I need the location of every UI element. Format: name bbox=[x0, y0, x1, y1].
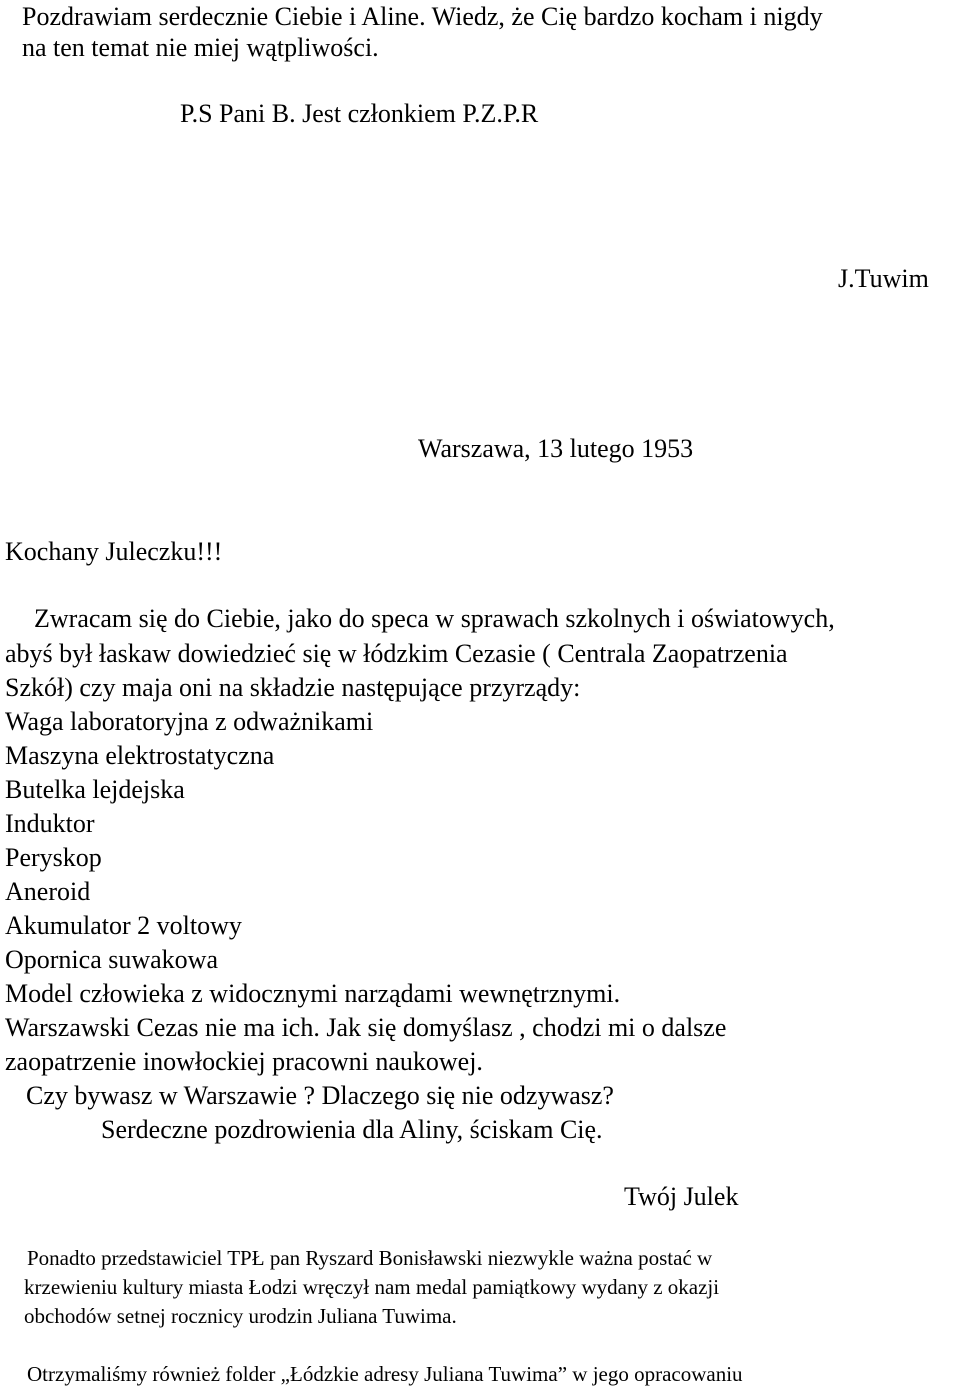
previous-letter-closing-line-1: Pozdrawiam serdecznie Ciebie i Aline. Wiedz, że Cię bardzo kocham i nigdy bbox=[22, 2, 823, 31]
letter-closing-line-1: Warszawski Cezas nie ma ich. Jak się domyślasz , chodzi mi o dalsze bbox=[5, 1013, 727, 1042]
letter-item: Waga laboratoryjna z odważnikami bbox=[5, 707, 374, 736]
previous-letter-closing-line-2: na ten temat nie miej wątpliwości. bbox=[22, 33, 379, 62]
letter-intro-line-2: abyś był łaskaw dowiedzieć się w łódzkim Cezasie ( Centrala Zaopatrzenia bbox=[5, 639, 788, 668]
letter-item: Induktor bbox=[5, 809, 95, 838]
letter-date-line: Warszawa, 13 lutego 1953 bbox=[418, 434, 694, 463]
letter-closing-line-4: Serdeczne pozdrowienia dla Aliny, ściskam Cię. bbox=[101, 1115, 603, 1144]
previous-letter-postscript: P.S Pani B. Jest członkiem P.Z.P.R bbox=[180, 99, 539, 128]
letter-intro-line-1: Zwracam się do Ciebie, jako do speca w sprawach szkolnych i oświatowych, bbox=[34, 604, 835, 633]
letter-intro-line-3: Szkół) czy maja oni na składzie następujące przyrządy: bbox=[5, 673, 581, 702]
letter-item: Aneroid bbox=[5, 877, 91, 906]
letter-closing-line-3: Czy bywasz w Warszawie ? Dlaczego się nie odzywasz? bbox=[26, 1081, 614, 1110]
letter-item: Peryskop bbox=[5, 843, 102, 872]
letter-closing-line-2: zaopatrzenie inowłockiej pracowni naukowej. bbox=[5, 1047, 483, 1076]
note-line-1: Ponadto przedstawiciel TPŁ pan Ryszard Bonisławski niezwykle ważna postać w bbox=[27, 1246, 713, 1270]
letter-item: Butelka lejdejska bbox=[5, 775, 185, 804]
letter-item: Maszyna elektrostatyczna bbox=[5, 741, 275, 770]
note-line-2: krzewieniu kultury miasta Łodzi wręczył nam medal pamiątkowy wydany z okazji bbox=[24, 1275, 720, 1299]
letter-signature: Twój Julek bbox=[624, 1182, 739, 1211]
letter-item: Akumulator 2 voltowy bbox=[5, 911, 242, 940]
letter-item: Opornica suwakowa bbox=[5, 945, 218, 974]
note-line-3: obchodów setnej rocznicy urodzin Juliana Tuwima. bbox=[24, 1304, 457, 1328]
previous-letter-signature: J.Tuwim bbox=[838, 264, 929, 293]
letter-salutation: Kochany Juleczku!!! bbox=[5, 537, 223, 566]
note-last-line: Otrzymaliśmy również folder „Łódzkie adresy Juliana Tuwima” w jego opracowaniu bbox=[27, 1362, 743, 1386]
letter-item: Model człowieka z widocznymi narządami wewnętrznymi. bbox=[5, 979, 621, 1008]
